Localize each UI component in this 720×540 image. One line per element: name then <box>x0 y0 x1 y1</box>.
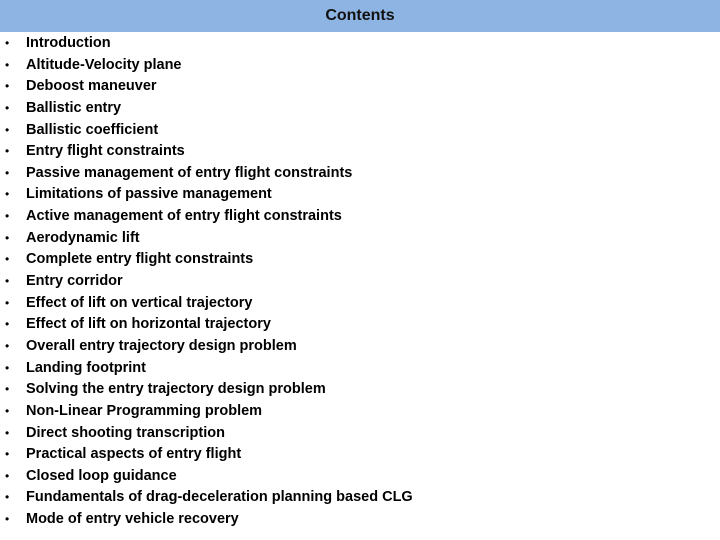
bullet-icon: • <box>5 122 10 137</box>
list-item-label: Entry flight constraints <box>26 143 185 160</box>
bullet-icon: • <box>5 100 10 115</box>
list-item <box>0 184 720 206</box>
list-item <box>0 358 720 380</box>
list-item <box>0 293 720 315</box>
list-item <box>0 163 720 185</box>
header-bar <box>0 0 720 32</box>
list-item <box>0 141 720 163</box>
list-item <box>0 466 720 488</box>
bullet-icon: • <box>5 295 10 310</box>
bullet-icon: • <box>5 274 10 289</box>
list-item-label: Non-Linear Programming problem <box>26 402 263 419</box>
bullet-icon: • <box>5 425 10 440</box>
bullet-icon: • <box>5 382 10 397</box>
bullet-icon: • <box>5 144 10 159</box>
list-item <box>0 55 720 77</box>
bullet-icon: • <box>5 36 10 50</box>
list-item <box>0 487 720 509</box>
list-item-label: Mode of entry vehicle recovery <box>26 511 239 528</box>
bullet-icon: • <box>5 490 10 505</box>
bullet-icon: • <box>5 468 10 483</box>
list-item-label: Direct shooting transcription <box>26 424 225 441</box>
bullet-icon: • <box>5 165 10 180</box>
list-item <box>0 249 720 271</box>
contents-list <box>0 33 720 531</box>
list-item-label: Passive management of entry flight constraints <box>26 164 353 181</box>
bullet-icon: • <box>5 360 10 375</box>
list-item-label: Practical aspects of entry flight <box>26 446 242 463</box>
list-item-label: Entry corridor <box>26 273 123 290</box>
page-title: Contents <box>325 7 395 24</box>
list-item <box>0 98 720 120</box>
list-item <box>0 206 720 228</box>
list-item-label: Effect of lift on horizontal trajectory <box>26 316 271 333</box>
list-item <box>0 336 720 358</box>
bullet-icon: • <box>5 230 10 245</box>
list-item-label: Solving the entry trajectory design problem <box>26 381 326 398</box>
list-item <box>0 509 720 531</box>
bullet-icon: • <box>5 187 10 202</box>
list-item-label: Introduction <box>26 35 111 51</box>
bullet-icon: • <box>5 317 10 332</box>
bullet-icon: • <box>5 209 10 224</box>
bullet-icon: • <box>5 57 10 72</box>
list-item <box>0 379 720 401</box>
bullet-icon: • <box>5 252 10 267</box>
list-item-label: Active management of entry flight constraints <box>26 208 342 225</box>
list-item <box>0 423 720 445</box>
list-item <box>0 314 720 336</box>
list-item-label: Effect of lift on vertical trajectory <box>26 294 253 311</box>
list-item-label: Complete entry flight constraints <box>26 251 254 268</box>
list-item-label: Altitude-Velocity plane <box>26 56 182 73</box>
list-item <box>0 120 720 142</box>
list-item <box>0 228 720 250</box>
list-item <box>0 444 720 466</box>
list-item-label: Deboost maneuver <box>26 78 157 95</box>
list-item-label: Ballistic entry <box>26 99 122 116</box>
bullet-icon: • <box>5 447 10 462</box>
bullet-icon: • <box>5 79 10 94</box>
bullet-icon: • <box>5 338 10 353</box>
list-item <box>0 271 720 293</box>
list-item-label: Fundamentals of drag-deceleration planning based CLG <box>26 489 413 506</box>
list-item <box>0 76 720 98</box>
list-item-label: Overall entry trajectory design problem <box>26 337 297 354</box>
list-item-label: Aerodynamic lift <box>26 229 140 246</box>
list-item-label: Closed loop guidance <box>26 467 177 484</box>
list-item-label: Landing footprint <box>26 359 146 376</box>
bullet-icon: • <box>5 403 10 418</box>
list-item-label: Limitations of passive management <box>26 186 272 203</box>
bullet-icon: • <box>5 512 10 527</box>
list-item <box>0 33 720 55</box>
list-item <box>0 401 720 423</box>
list-item-label: Ballistic coefficient <box>26 121 159 138</box>
